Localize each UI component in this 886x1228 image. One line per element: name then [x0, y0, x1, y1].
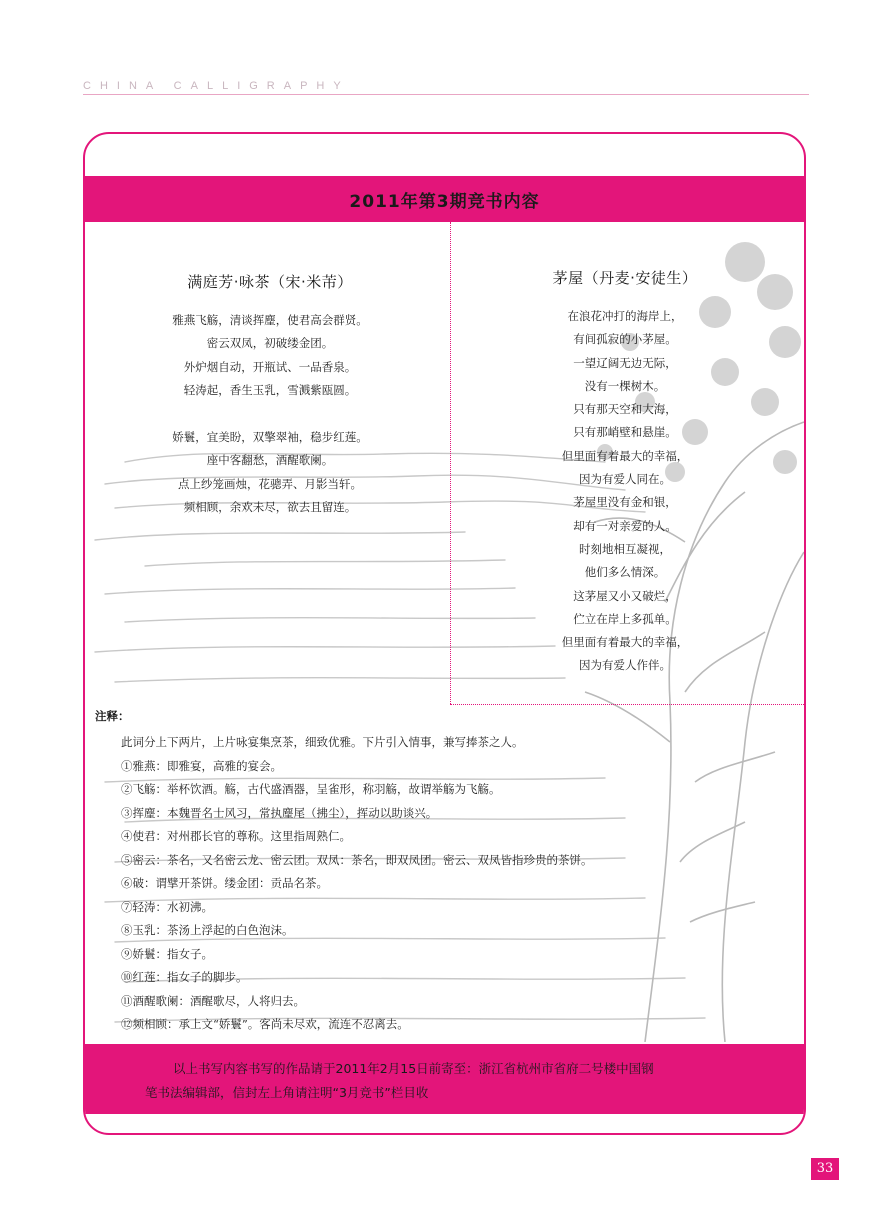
note-item: ⑦轻涛：水初沸。: [121, 899, 213, 914]
poem-line: 只有那天空和大海，: [573, 402, 677, 417]
poem-line: 伫立在岸上多孤单。: [573, 611, 677, 626]
poem-line: 座中客翻愁，酒醒歌阑。: [206, 453, 334, 468]
section-title: 2011年第3期竞书内容: [349, 191, 540, 212]
page-number: 33: [811, 1158, 839, 1180]
stanza-gap: [120, 402, 420, 426]
note-item: ⑩红莲：指女子的脚步。: [121, 970, 248, 984]
note-item: ③挥麈：本魏晋名士风习，常执麈尾（拂尘），挥动以助谈兴。: [121, 805, 438, 820]
note-item: ⑨娇鬟：指女子。: [121, 946, 213, 961]
poem-line: 在浪花冲打的海岸上，: [567, 309, 683, 323]
poem-line: 没有一棵树木。: [584, 378, 666, 393]
poem-bottom-rule: [450, 704, 806, 705]
poem-left-title: 满庭芳·咏茶（宋·米芾）: [187, 273, 353, 291]
poem-right-title: 茅屋（丹麦·安徒生）: [552, 269, 698, 287]
poem-line: 时刻地相互凝视，: [579, 541, 671, 556]
poem-line: 茅屋里没有金和银，: [573, 495, 677, 510]
poem-line: 一望辽阔无边无际，: [573, 355, 677, 370]
poem-line: 点上纱笼画烛，花骢弄、月影当轩。: [178, 476, 362, 491]
poem-line: 只有那峭壁和悬崖。: [573, 425, 677, 440]
content-frame: [83, 132, 806, 1135]
submission-line-1: 以上书写内容书写的作品请于2011年2月15日前寄至：浙江省杭州市省府二号楼中国钢: [173, 1061, 654, 1076]
poem-line: 娇鬟，宜美盼，双擎翠袖，稳步红莲。: [172, 430, 368, 445]
poem-line: 轻涛起，香生玉乳，雪溅紫瓯圆。: [183, 382, 357, 397]
poem-line: 密云双凤，初破缕金团。: [206, 336, 334, 351]
poem-divider: [450, 222, 451, 704]
note-item: ⑤密云：茶名，又名密云龙、密云团。双凤：茶名，即双凤团。密云、双凤皆指珍贵的茶饼。: [121, 852, 593, 867]
poem-right: [470, 267, 780, 678]
notes-intro: 此词分上下两片，上片咏宴集烹茶，细致优雅。下片引入情事，兼写捧茶之人。: [121, 735, 524, 749]
poem-line: 频相顾，余欢未尽，欲去且留连。: [183, 500, 357, 515]
note-item: ①雅燕：即雅宴，高雅的宴会。: [121, 758, 282, 773]
notes-section: [95, 708, 785, 1037]
running-header: CHINA CALLIGRAPHY: [83, 80, 350, 92]
notes-heading: 注释：: [95, 709, 130, 723]
note-item: ②飞觞：举杯饮酒。觞，古代盛酒器，呈雀形，称羽觞，故谓举觞为飞觞。: [121, 782, 501, 796]
poem-line: 他们多么情深。: [584, 565, 666, 580]
poem-left: [120, 271, 420, 519]
poem-line: 外炉烟自动，开瓶试、一品香泉。: [183, 359, 357, 374]
note-item: ⑫频相顾：承上文“娇鬟”。客尚未尽欢，流连不忍离去。: [121, 1017, 409, 1031]
poem-line: 却有一对亲爱的人。: [573, 518, 677, 533]
poem-line: 但里面有着最大的幸福，: [561, 448, 689, 463]
submission-line-2: 笔书法编辑部，信封左上角请注明“3月竞书”栏目收: [145, 1085, 429, 1100]
header-rule: [83, 94, 809, 95]
note-item: ④使君：对州郡长官的尊称。这里指周熟仁。: [121, 829, 351, 843]
note-item: ⑧玉乳：茶汤上浮起的白色泡沫。: [121, 923, 294, 937]
poem-line: 这茅屋又小又破烂，: [573, 588, 677, 603]
poem-line: 因为有爱人同在。: [579, 472, 671, 487]
poem-line: 但里面有着最大的幸福，: [561, 635, 689, 650]
poem-line: 有间孤寂的小茅屋。: [573, 332, 677, 347]
poem-line: 因为有爱人作伴。: [579, 658, 671, 673]
note-item: ⑪酒醒歌阑：酒醒歌尽，人将归去。: [121, 993, 305, 1008]
submission-footer: [85, 1044, 804, 1114]
poem-line: 雅燕飞觞，清谈挥麈，使君高会群贤。: [172, 313, 368, 327]
note-item: ⑥破：谓擘开茶饼。缕金团：贡品名茶。: [121, 876, 328, 890]
section-title-band: [85, 176, 804, 222]
